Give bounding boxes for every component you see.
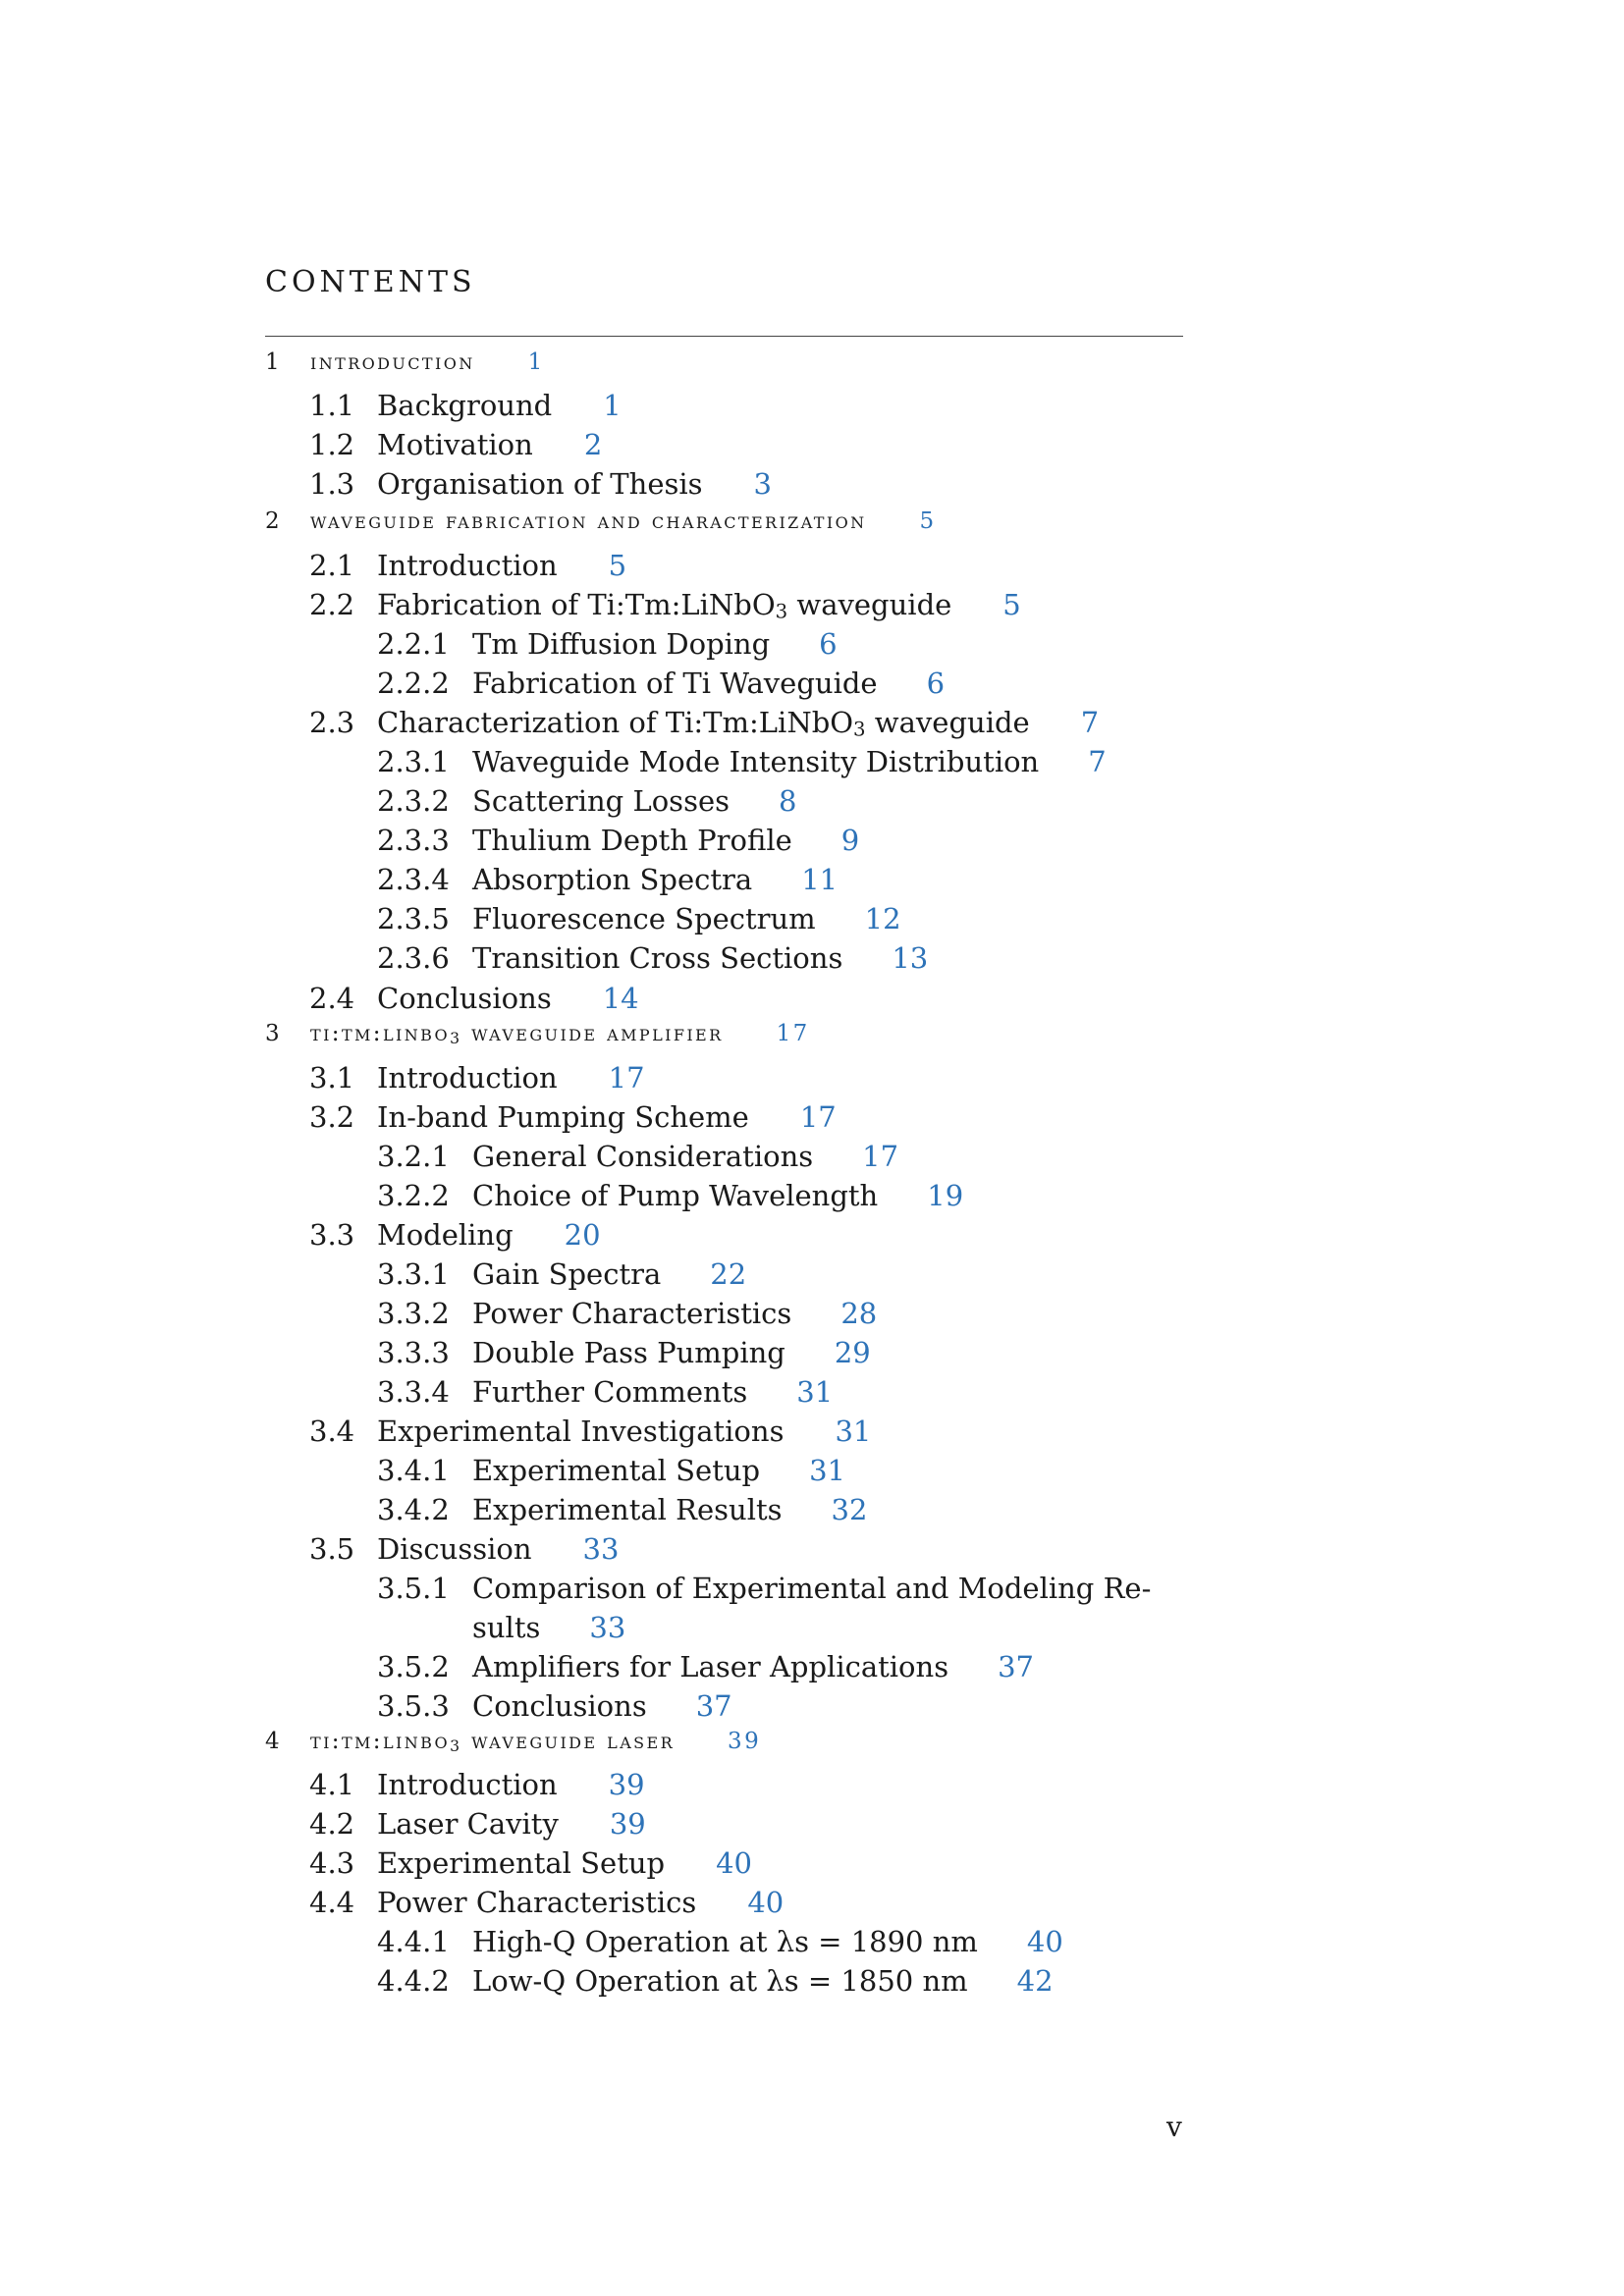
toc-number: 3.5 (309, 1532, 355, 1566)
toc-title[interactable]: High-Q Operation at λs = 1890 nm (472, 1925, 978, 1958)
toc-title[interactable]: Experimental Results (472, 1493, 783, 1526)
toc-number: 2.3 (309, 706, 355, 739)
toc-number: 3.4 (309, 1415, 355, 1448)
toc-page-link[interactable]: 14 (602, 982, 639, 1015)
toc-page-link[interactable]: 7 (1088, 745, 1107, 778)
toc-page-link[interactable]: 31 (809, 1454, 845, 1487)
toc-page-link[interactable]: 6 (926, 667, 946, 700)
toc-page-link[interactable]: 33 (582, 1532, 620, 1566)
toc-number: 2.3.6 (377, 941, 450, 975)
toc-title[interactable]: Transition Cross Sections (472, 941, 843, 975)
toc-page-link[interactable]: 31 (835, 1415, 872, 1448)
toc-page-link[interactable]: 42 (1016, 1964, 1054, 1998)
toc-number: 3.5.1 (377, 1572, 450, 1605)
toc-number: 3 (265, 1021, 283, 1046)
toc-page-link[interactable]: 5 (919, 508, 937, 534)
toc-number: 2.3.5 (377, 902, 450, 935)
toc-title[interactable]: Experimental Setup (472, 1454, 761, 1487)
toc-page-link[interactable]: 5 (608, 549, 627, 582)
toc-page-link[interactable]: 17 (776, 1021, 810, 1046)
toc-page-link[interactable]: 6 (819, 627, 838, 661)
toc-page-link[interactable]: 31 (796, 1375, 834, 1409)
toc-page-link[interactable]: 2 (583, 428, 603, 461)
toc-number: 3.3.4 (377, 1375, 450, 1409)
toc-number: 3.5.2 (377, 1650, 450, 1683)
toc-title-continuation[interactable]: sults (472, 1611, 541, 1644)
toc-page-link[interactable]: 19 (927, 1179, 964, 1212)
toc-title[interactable]: introduction (310, 349, 475, 375)
toc-page-link[interactable]: 28 (840, 1297, 878, 1330)
toc-title[interactable]: Further Comments (472, 1375, 748, 1409)
toc-page-link[interactable]: 5 (1002, 588, 1021, 621)
toc-page-link[interactable]: 11 (801, 863, 839, 896)
toc-page-link[interactable]: 39 (608, 1768, 645, 1801)
toc-number: 4.3 (309, 1846, 355, 1880)
toc-title[interactable]: Amplifiers for Laser Applications (472, 1650, 949, 1683)
toc-page-link[interactable]: 37 (998, 1650, 1034, 1683)
toc-title[interactable]: Motivation (377, 428, 533, 461)
toc-page-link[interactable]: 29 (834, 1336, 871, 1369)
toc-page-link[interactable]: 32 (831, 1493, 868, 1526)
toc-title[interactable]: Double Pass Pumping (472, 1336, 785, 1369)
toc-title[interactable]: Introduction (377, 1768, 558, 1801)
toc-number: 3.3.1 (377, 1257, 450, 1291)
toc-number: 2.2 (309, 588, 355, 621)
toc-title[interactable]: In-band Pumping Scheme (377, 1100, 749, 1134)
toc-title[interactable]: Waveguide Mode Intensity Distribution (472, 745, 1040, 778)
toc-number: 1 (265, 349, 283, 375)
toc-page-link[interactable]: 3 (753, 467, 772, 501)
toc-number: 4.4.2 (377, 1964, 450, 1998)
toc-page-link[interactable]: 17 (608, 1061, 645, 1095)
toc-title[interactable]: Modeling (377, 1218, 514, 1252)
toc-number: 1.1 (309, 389, 355, 422)
toc-title[interactable]: Absorption Spectra (472, 863, 753, 896)
toc-number: 2 (265, 508, 283, 534)
page-number: v (1166, 2110, 1182, 2143)
toc-number: 3.4.2 (377, 1493, 450, 1526)
toc-page-link[interactable]: 20 (564, 1218, 601, 1252)
toc-page-link[interactable]: 17 (799, 1100, 837, 1134)
toc-page-link[interactable]: 7 (1080, 706, 1100, 739)
toc-title[interactable]: Experimental Investigations (377, 1415, 785, 1448)
toc-number: 1.2 (309, 428, 355, 461)
toc-title[interactable]: Characterization of Ti:Tm:LiNbO3 waveguide (377, 706, 1030, 741)
toc-number: 2.3.1 (377, 745, 450, 778)
toc-number: 4.2 (309, 1807, 355, 1841)
toc-page-link[interactable]: 8 (779, 784, 797, 818)
toc-page-link[interactable]: 40 (716, 1846, 752, 1880)
toc-title[interactable]: Organisation of Thesis (377, 467, 703, 501)
toc-title[interactable]: Background (377, 389, 553, 422)
toc-title[interactable]: Experimental Setup (377, 1846, 666, 1880)
toc-page-link[interactable]: 40 (1026, 1925, 1063, 1958)
toc-number: 4.4 (309, 1886, 355, 1919)
toc-page-link[interactable]: 39 (609, 1807, 646, 1841)
toc-title[interactable]: Power Characteristics (377, 1886, 697, 1919)
toc-number: 3.4.1 (377, 1454, 450, 1487)
toc-number: 3.3 (309, 1218, 355, 1252)
toc-number: 2.3.2 (377, 784, 450, 818)
toc-number: 2.4 (309, 982, 355, 1015)
toc-number: 2.1 (309, 549, 355, 582)
subscript-3: 3 (450, 1028, 462, 1047)
toc-title[interactable]: Comparison of Experimental and Modeling Re- (472, 1572, 1152, 1605)
toc-page-link[interactable]: 12 (864, 902, 901, 935)
toc-number: 1.3 (309, 467, 355, 501)
toc-number: 2.3.4 (377, 863, 450, 896)
toc-page-link[interactable]: 39 (728, 1729, 762, 1754)
toc-title[interactable]: Laser Cavity (377, 1807, 559, 1841)
subscript-3: 3 (853, 718, 866, 741)
toc-title[interactable]: Fabrication of Ti Waveguide (472, 667, 878, 700)
toc-number: 4 (265, 1729, 283, 1754)
toc-title[interactable]: Tm Diffusion Doping (472, 627, 771, 661)
toc-title[interactable]: Introduction (377, 549, 558, 582)
toc-number: 2.2.1 (377, 627, 450, 661)
toc-page-link[interactable]: 13 (892, 941, 929, 975)
toc-page-link[interactable]: 1 (603, 389, 622, 422)
toc-number: 3.3.2 (377, 1297, 450, 1330)
toc-number: 3.5.3 (377, 1689, 450, 1723)
toc-title[interactable]: Thulium Depth Profile (472, 824, 792, 857)
toc-number: 3.2.1 (377, 1140, 450, 1173)
toc-title[interactable]: waveguide fabrication and characterization (310, 508, 867, 534)
toc-page-link[interactable]: 22 (710, 1257, 747, 1291)
toc-title[interactable]: Power Characteristics (472, 1297, 792, 1330)
page-title: CONTENTS (265, 265, 476, 299)
toc-number: 3.3.3 (377, 1336, 450, 1369)
toc-number: 3.2 (309, 1100, 355, 1134)
toc-title[interactable]: Introduction (377, 1061, 558, 1095)
toc-page-link[interactable]: 17 (862, 1140, 899, 1173)
toc-title[interactable]: ti:tm:linbo3 waveguide amplifier (310, 1021, 724, 1047)
toc-title[interactable]: Fluorescence Spectrum (472, 902, 816, 935)
toc-page-link[interactable]: 33 (589, 1611, 626, 1644)
toc-title[interactable]: Low-Q Operation at λs = 1850 nm (472, 1964, 968, 1998)
toc-title[interactable]: Scattering Losses (472, 784, 730, 818)
toc-title[interactable]: General Considerations (472, 1140, 814, 1173)
toc-page-link[interactable]: 9 (840, 824, 860, 857)
toc-title[interactable]: Choice of Pump Wavelength (472, 1179, 879, 1212)
toc-number: 4.1 (309, 1768, 355, 1801)
toc-number: 2.3.3 (377, 824, 450, 857)
toc-page-link[interactable]: 37 (695, 1689, 732, 1723)
toc-page-link[interactable]: 1 (527, 349, 545, 375)
toc-page-link[interactable]: 40 (747, 1886, 785, 1919)
toc-number: 3.1 (309, 1061, 355, 1095)
toc-title[interactable]: Conclusions (377, 982, 552, 1015)
toc-title[interactable]: ti:tm:linbo3 waveguide laser (310, 1729, 676, 1755)
toc-number: 3.2.2 (377, 1179, 450, 1212)
toc-title[interactable]: Discussion (377, 1532, 532, 1566)
toc-number: 4.4.1 (377, 1925, 450, 1958)
toc-title[interactable]: Conclusions (472, 1689, 647, 1723)
subscript-3: 3 (775, 600, 788, 623)
toc-title[interactable]: Fabrication of Ti:Tm:LiNbO3 waveguide (377, 588, 952, 623)
toc-title[interactable]: Gain Spectra (472, 1257, 662, 1291)
toc-number: 2.2.2 (377, 667, 450, 700)
subscript-3: 3 (450, 1735, 462, 1755)
